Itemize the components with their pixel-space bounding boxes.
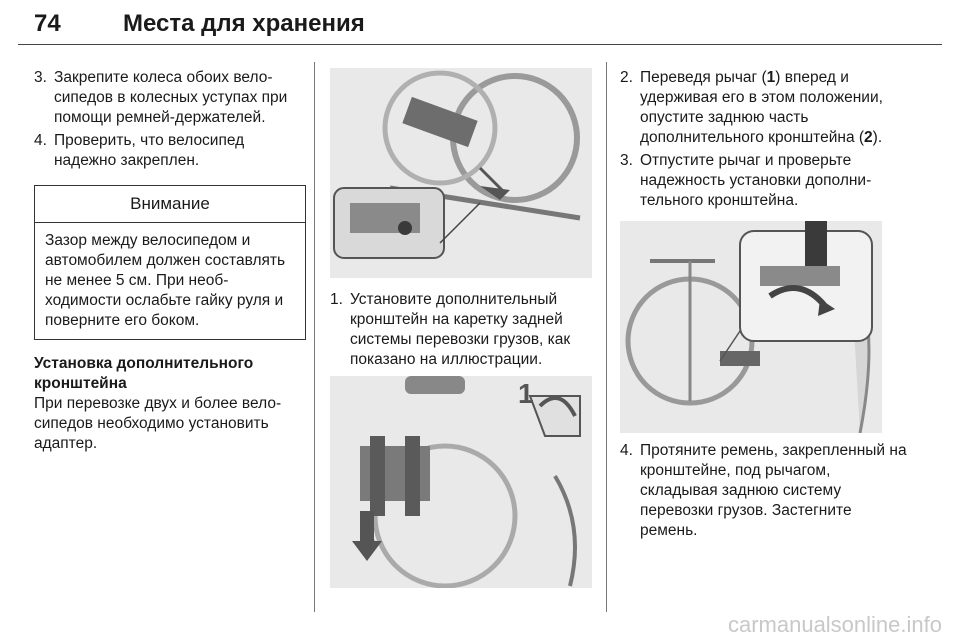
step-number: 1. — [330, 291, 343, 308]
section-body: При перевозке двух и более велосипедов необходимо установить адаптер. — [34, 395, 282, 452]
column-divider — [606, 62, 607, 612]
step-number: 3. — [620, 152, 633, 169]
bike-carrier-illustration — [330, 68, 592, 278]
page-header — [18, 0, 942, 45]
callout-1: 1 — [518, 378, 534, 409]
step-item — [330, 290, 592, 370]
warning-heading: Внимание — [35, 186, 305, 223]
callout-ref-2: 2 — [864, 129, 873, 146]
step-item — [620, 441, 910, 541]
watermark: carmanualsonline.info — [727, 612, 942, 637]
left-column — [34, 68, 306, 454]
step-number: 3. — [34, 69, 47, 86]
step-text-part: ) вперед и удерживая его в этом положении, опустите заднюю часть дополнительного кронштейна ( — [640, 69, 883, 146]
step-item — [34, 68, 306, 128]
step-text: Протяните ремень, закрепленный на кронштейне, под рычагом, складывая заднюю систему перевозки грузов. Застегните ремень. — [640, 442, 907, 539]
step-number: 2. — [620, 69, 633, 86]
section-heading: Установка дополнительного кронштейна — [34, 355, 254, 392]
step-number: 4. — [620, 442, 633, 459]
strap-fastening-illustration — [620, 221, 882, 433]
step-number: 4. — [34, 132, 47, 149]
page-number: 74 — [34, 10, 61, 37]
callout-2: 2 — [360, 518, 376, 549]
step-text-part: ). — [872, 129, 883, 146]
figure-adapter-mounting — [330, 376, 592, 588]
step-item — [620, 151, 910, 211]
step-item — [620, 68, 910, 148]
step-item — [34, 131, 306, 171]
column-divider — [314, 62, 315, 612]
figure-strap-fastening — [620, 221, 882, 433]
page-title: Места для хранения — [123, 10, 365, 37]
step-text-part: Переведя рычаг ( — [640, 69, 767, 86]
step-text: Закрепите колеса обоих велосипедов в колесных уступах при помощи ремней-держателей. — [54, 69, 288, 126]
callout-ref-1: 1 — [766, 69, 776, 86]
warning-body: Зазор между велосипедом и автомобилем должен составлять не менее 5 см. При необходимости ослабьте гайку руля и поверните его боком. — [45, 232, 286, 329]
step-text: Проверить, что велосипед надежно закреплен. — [54, 132, 245, 169]
step-text: Отпустите рычаг и проверьте надежность установки дополнительного кронштейна. — [640, 152, 872, 209]
right-column — [620, 68, 910, 544]
figure-bike-carrier-overview — [330, 68, 592, 278]
step-text — [640, 68, 910, 148]
step-text: Установите дополнительный кронштейн на каретку задней системы перевозки грузов, как показано на иллюстрации. — [350, 291, 571, 368]
adapter-mounting-illustration — [330, 376, 592, 588]
warning-box — [34, 185, 306, 340]
middle-column — [330, 68, 592, 588]
